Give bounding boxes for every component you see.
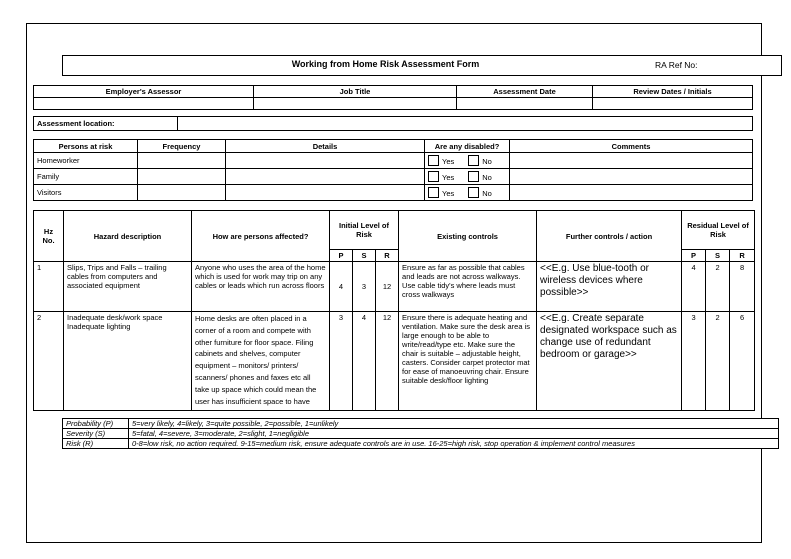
residual-r-value: 8 — [730, 262, 755, 312]
legend-text: 5=fatal, 4=severe, 3=moderate, 2=slight, 1=negligible — [129, 429, 779, 439]
hazard-row — [34, 262, 755, 312]
initial-p-value: 4 — [330, 262, 353, 312]
assessor-table — [33, 85, 753, 110]
no-label: No — [482, 189, 492, 198]
persons-row-family — [34, 169, 753, 185]
how-affected: Anyone who uses the area of the home which is used for work may trip on any cables or leads which run across floors — [192, 262, 330, 312]
persons-at-risk-header: Persons at risk — [34, 140, 138, 153]
legend-text: 0-8=low risk, no action required. 9-15=medium risk, ensure adequate controls are in use. 16-25=high risk, stop operation & implement control measures — [129, 439, 779, 449]
residual-s-value: 2 — [706, 312, 730, 411]
no-label: No — [482, 173, 492, 182]
how-affected-text: Home desks are often placed in a corner of a room and compete with other furniture for floor space. Filing cabinets and shelves, computer equipment – monitors/ printers/ scanners/ phones and faxes etc all take up space which could mean the user has insufficient space to have — [195, 314, 317, 406]
person-label: Visitors — [34, 185, 138, 201]
job-title-field[interactable] — [254, 98, 457, 110]
initial-s-value: 4 — [353, 312, 376, 411]
details-field[interactable] — [226, 169, 425, 185]
comments-field[interactable] — [510, 185, 753, 201]
initial-s-value: 3 — [353, 262, 376, 312]
risk-legend-table — [62, 418, 779, 449]
assessment-location-label: Assessment location: — [34, 117, 178, 131]
assessment-location-field[interactable] — [178, 117, 753, 131]
yes-checkbox[interactable] — [428, 171, 439, 182]
no-checkbox[interactable] — [468, 155, 479, 166]
review-dates-header: Review Dates / Initials — [593, 86, 753, 98]
disabled-options — [425, 153, 510, 169]
person-label: Homeworker — [34, 153, 138, 169]
legend-label: Risk (R) — [63, 439, 129, 449]
hazard-number: 2 — [34, 312, 64, 411]
yes-label: Yes — [442, 157, 455, 166]
location-table — [33, 116, 753, 131]
frequency-header: Frequency — [138, 140, 226, 153]
persons-row-visitors — [34, 185, 753, 201]
review-dates-field[interactable] — [593, 98, 753, 110]
comments-header: Comments — [510, 140, 753, 153]
no-checkbox[interactable] — [468, 187, 479, 198]
residual-r-header: R — [730, 250, 755, 262]
initial-p-value: 3 — [330, 312, 353, 411]
residual-s-header: S — [706, 250, 730, 262]
yes-checkbox[interactable] — [428, 155, 439, 166]
frequency-field[interactable] — [138, 169, 226, 185]
legend-label: Severity (S) — [63, 429, 129, 439]
disabled-options — [425, 169, 510, 185]
comments-field[interactable] — [510, 153, 753, 169]
initial-s-header: S — [353, 250, 376, 262]
form-title: Working from Home Risk Assessment Form — [291, 59, 480, 69]
details-field[interactable] — [226, 153, 425, 169]
frequency-field[interactable] — [138, 185, 226, 201]
person-label: Family — [34, 169, 138, 185]
no-label: No — [482, 157, 492, 166]
legend-text: 5=very likely, 4=likely, 3=quite possible, 2=possible, 1=unlikely — [129, 419, 779, 429]
comments-field[interactable] — [510, 169, 753, 185]
details-field[interactable] — [226, 185, 425, 201]
disabled-header: Are any disabled? — [425, 140, 510, 153]
yes-label: Yes — [442, 189, 455, 198]
initial-r-header: R — [376, 250, 399, 262]
residual-s-value: 2 — [706, 262, 730, 312]
further-controls[interactable]: <<E.g. Use blue-tooth or wireless devices where possible>> — [537, 262, 682, 312]
existing-controls-text: Ensure there is adequate heating and ventilation. Make sure the desk area is large enough to be able to write/read/type etc. Make sure the chair is suitable – adjustable height, casters. Consider carpet protector mat for ease of manoeuvring chair. Ensure suitable desk/floor lighting — [402, 313, 531, 385]
hazard-table — [33, 210, 755, 411]
initial-r-value: 12 — [376, 312, 399, 411]
hazard-description: Inadequate desk/work space Inadequate lighting — [64, 312, 192, 411]
existing-controls — [399, 312, 537, 411]
persons-row-homeworker — [34, 153, 753, 169]
assessment-date-field[interactable] — [457, 98, 593, 110]
yes-checkbox[interactable] — [428, 187, 439, 198]
no-checkbox[interactable] — [468, 171, 479, 182]
further-controls[interactable]: <<E.g. Create separate designated workspace such as change use of redundant bedroom or garage>> — [537, 312, 682, 411]
residual-r-value: 6 — [730, 312, 755, 411]
existing-controls-header: Existing controls — [399, 211, 537, 262]
further-controls-header: Further controls / action — [537, 211, 682, 262]
disabled-options — [425, 185, 510, 201]
employers-assessor-field[interactable] — [34, 98, 254, 110]
hazard-description-header: Hazard description — [64, 211, 192, 262]
frequency-field[interactable] — [138, 153, 226, 169]
yes-label: Yes — [442, 173, 455, 182]
initial-p-header: P — [330, 250, 353, 262]
how-affected-header: How are persons affected? — [192, 211, 330, 262]
residual-p-value: 4 — [682, 262, 706, 312]
form-title-bar — [62, 55, 782, 76]
hz-no-header: Hz No. — [34, 211, 64, 262]
legend-label: Probability (P) — [63, 419, 129, 429]
residual-risk-header: Residual Level of Risk — [682, 211, 755, 250]
hazard-description: Slips, Trips and Falls – trailing cables from computers and associated equipment — [64, 262, 192, 312]
details-header: Details — [226, 140, 425, 153]
hazard-number: 1 — [34, 262, 64, 312]
persons-at-risk-table — [33, 139, 753, 201]
hazard-row — [34, 312, 755, 411]
assessment-date-header: Assessment Date — [457, 86, 593, 98]
residual-p-value: 3 — [682, 312, 706, 411]
how-affected — [192, 312, 330, 411]
residual-p-header: P — [682, 250, 706, 262]
existing-controls: Ensure as far as possible that cables and leads are not across walkways. Use cable tidy's where leads must cross walkways — [399, 262, 537, 312]
initial-r-value: 12 — [376, 262, 399, 312]
job-title-header: Job Title — [254, 86, 457, 98]
employers-assessor-header: Employer's Assessor — [34, 86, 254, 98]
ra-ref-label: RA Ref No: — [655, 60, 698, 70]
initial-risk-header: Initial Level of Risk — [330, 211, 399, 250]
